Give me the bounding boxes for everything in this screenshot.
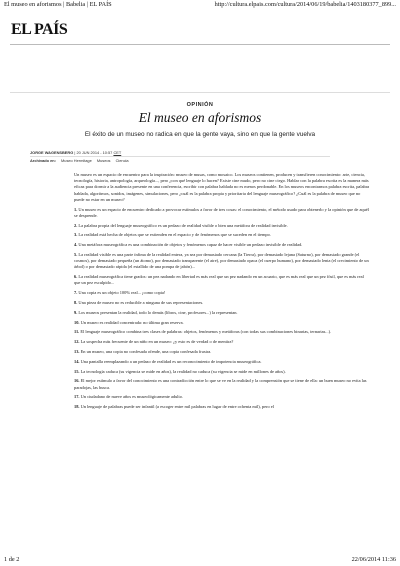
site-logo[interactable]: EL PAÍS: [11, 21, 68, 38]
aphorism-number: 4.: [74, 242, 78, 248]
tags-label: Archivado en:: [30, 158, 56, 163]
aphorism-item: [74, 242, 371, 248]
tag-link[interactable]: Ciencia: [115, 158, 129, 163]
aphorism-list: [74, 207, 371, 411]
aphorism-text: La tecnología caduca (su vigencia se mide en años), la realidad no caduca (su vigencia se mide en millones de años).: [80, 368, 286, 374]
aphorism-item: [74, 359, 371, 365]
tag-link[interactable]: Museos: [96, 158, 111, 163]
aphorism-text: Un lenguaje de palabras puede ser infantil (a escoger entre mil palabras en lugar de entre ochenta mil), pero el: [80, 404, 274, 410]
print-header: [4, 1, 396, 9]
print-header-title: El museo en aforismos | Babelia | EL PAÍS: [4, 1, 112, 8]
aphorism-item: [74, 252, 371, 271]
aphorism-number: 9.: [74, 309, 78, 315]
aphorism-text: Una pieza de museo no es reducible a ninguna de sus representaciones.: [78, 300, 204, 305]
article-body: [74, 172, 371, 414]
aphorism-text: La palabra propia del lenguaje museográfico es un pedazo de realidad visible o bien una metáfora de realidad invisible.: [78, 222, 288, 228]
section-divider: [10, 92, 390, 93]
aphorism-text: Una copia es un objeto 100% real... ¡como copia!: [78, 290, 166, 296]
print-header-url[interactable]: http://cultura.elpais.com/cultura/2014/06/19/babelia/1403180377_899...: [214, 1, 396, 8]
aphorism-text: La realidad museográfica tiene grados: un pez nadando en libertad es más real que un pez nadando en un acuario, que es más real que un pez fósil, que es más real que un pez esculpido...: [74, 274, 364, 286]
aphorism-number: 10.: [74, 319, 80, 325]
aphorism-number: 13.: [74, 348, 80, 354]
aphorism-item: [74, 369, 371, 375]
aphorism-number: 1.: [74, 206, 78, 212]
aphorism-number: 3.: [74, 232, 78, 238]
article-subtitle: El éxito de un museo no radica en que la gente vaya, sino en que la gente vuelva: [84, 131, 316, 138]
aphorism-text: El mejor estímulo a favor del conocimiento es una contradicción entre lo que se ve en la realidad y la comprensión que se tiene de ella: un buen museo no evita las paradojas, las busca.: [74, 378, 367, 390]
aphorism-item: [74, 394, 371, 400]
aphorism-number: 16.: [74, 378, 80, 384]
aphorism-text: En un museo, una copia no confesada ofende, una copia confesada frustra.: [80, 348, 212, 354]
aphorism-number: 18.: [74, 404, 80, 410]
aphorism-number: 2.: [74, 222, 78, 228]
aphorism-number: 17.: [74, 394, 80, 400]
author-name[interactable]: JORGE WAGENSBERG: [30, 150, 74, 155]
timezone-label[interactable]: CET: [113, 150, 122, 155]
aphorism-item: [74, 404, 371, 410]
article-title: El museo en aforismos: [138, 110, 262, 125]
aphorism-number: 6.: [74, 274, 78, 280]
aphorism-number: 7.: [74, 290, 78, 296]
article-intro: Un museo es un espacio de encuentro para la inspiración: museo de musas, como mosaico. Los museos contienen, producen y transfieren conocimiento: arte, ciencia, tecnología, historia, antropología, arqueología..., pero ¿con qué lenguaje lo hacen? Existe cine mudo, pero no cine ciego. Hablar con la palabra escrita es la manera más eficaz para dormir a la audiencia presente en una conferencia, escribir con palabra hablada no es menos perdonable. En los museos encontramos palabra escrita, palabra hablada, algoritmos, sonidos, imágenes, simulaciones, pero ¿cuál es la palabra propia y prioritaria del lenguaje museográfico? ¿Cuál es la palabra de museo que no puede no estar en un museo?: [74, 172, 370, 202]
aphorism-item: [74, 349, 371, 355]
aphorism-number: 12.: [74, 339, 80, 345]
aphorism-item: [74, 329, 371, 335]
aphorism-text: Un ciudadano de nueve años es museológicamente adulto.: [80, 394, 184, 400]
aphorism-text: Los museos presentan la realidad, todo lo demás (libros, cine, profesores...) la representan.: [78, 309, 238, 315]
aphorism-number: 15.: [74, 368, 80, 374]
aphorism-number: 8.: [74, 300, 78, 305]
aphorism-text: El lenguaje museográfico combina tres clases de palabras: objetos, fenómenos y metáforas (con todas sus combinaciones binarias, ternarias...).: [80, 329, 332, 335]
aphorism-item: [74, 310, 371, 316]
page-count: 1 de 2: [4, 556, 20, 563]
byline: JORGE WAGENSBERG | 20 JUN 2014 - 10:57 CET: [30, 150, 122, 155]
aphorism-item: [74, 207, 371, 219]
aphorism-number: 11.: [74, 329, 80, 335]
tags-row: [30, 158, 133, 163]
aphorism-number: 14.: [74, 358, 80, 364]
aphorism-item: [74, 339, 371, 345]
byline-divider: [30, 156, 330, 157]
aphorism-item: [74, 274, 371, 286]
tag-link[interactable]: Museo Hermitage: [61, 158, 92, 163]
aphorism-number: 5.: [74, 252, 78, 257]
article-section[interactable]: OPINIÓN: [186, 102, 214, 108]
aphorism-text: La realidad visible es una parte ínfima de la realidad entera, ya sea por demasiado cercana (la Tierra), por demasiado lejana (Saturno), por demasiado grande (el cosmos), por demasiado pequeña (un átomo), por demasiado transparente (el aire), por demasiado opaca (el cuerpo humano), por demasiado lenta (el crecimiento de un árbol) o por demasiado rápida (el estallido de una pompa de jabón)...: [74, 252, 369, 270]
aphorism-text: Un museo es realidad concentrada: no última gran reserva.: [80, 319, 184, 325]
aphorism-item: [74, 378, 371, 390]
print-footer: [4, 555, 396, 563]
publish-date: 20 JUN 2014 - 10:57: [76, 150, 113, 155]
aphorism-item: [74, 290, 371, 296]
print-timestamp: 22/06/2014 11:36: [351, 556, 396, 563]
aphorism-text: Una metáfora museográfica es una combinación de objetos y fenómenos capaz de hacer visible un pedazo invisible de realidad.: [78, 242, 303, 248]
header-divider: [10, 44, 390, 45]
aphorism-item: [74, 300, 371, 306]
aphorism-item: [74, 320, 371, 326]
aphorism-text: Un museo es un espacio de encuentro dedicado a provocar estímulos a favor de tres cosas: el conocimiento, el método usado para obtenerlo y la opinión que de aquél se desprende.: [74, 206, 369, 218]
aphorism-text: La sospecha más frecuente de un niño en un museo: ¿y esto es de verdad o de mentira?: [80, 339, 234, 345]
aphorism-item: [74, 232, 371, 238]
aphorism-text: La realidad está hecha de objetos que se extienden en el espacio y de fenómenos que se suceden en el tiempo.: [78, 232, 271, 238]
aphorism-text: Una pantalla reemplazando a un pedazo de realidad es un reconocimiento de impotencia museográfica.: [80, 358, 262, 364]
aphorism-item: [74, 223, 371, 229]
